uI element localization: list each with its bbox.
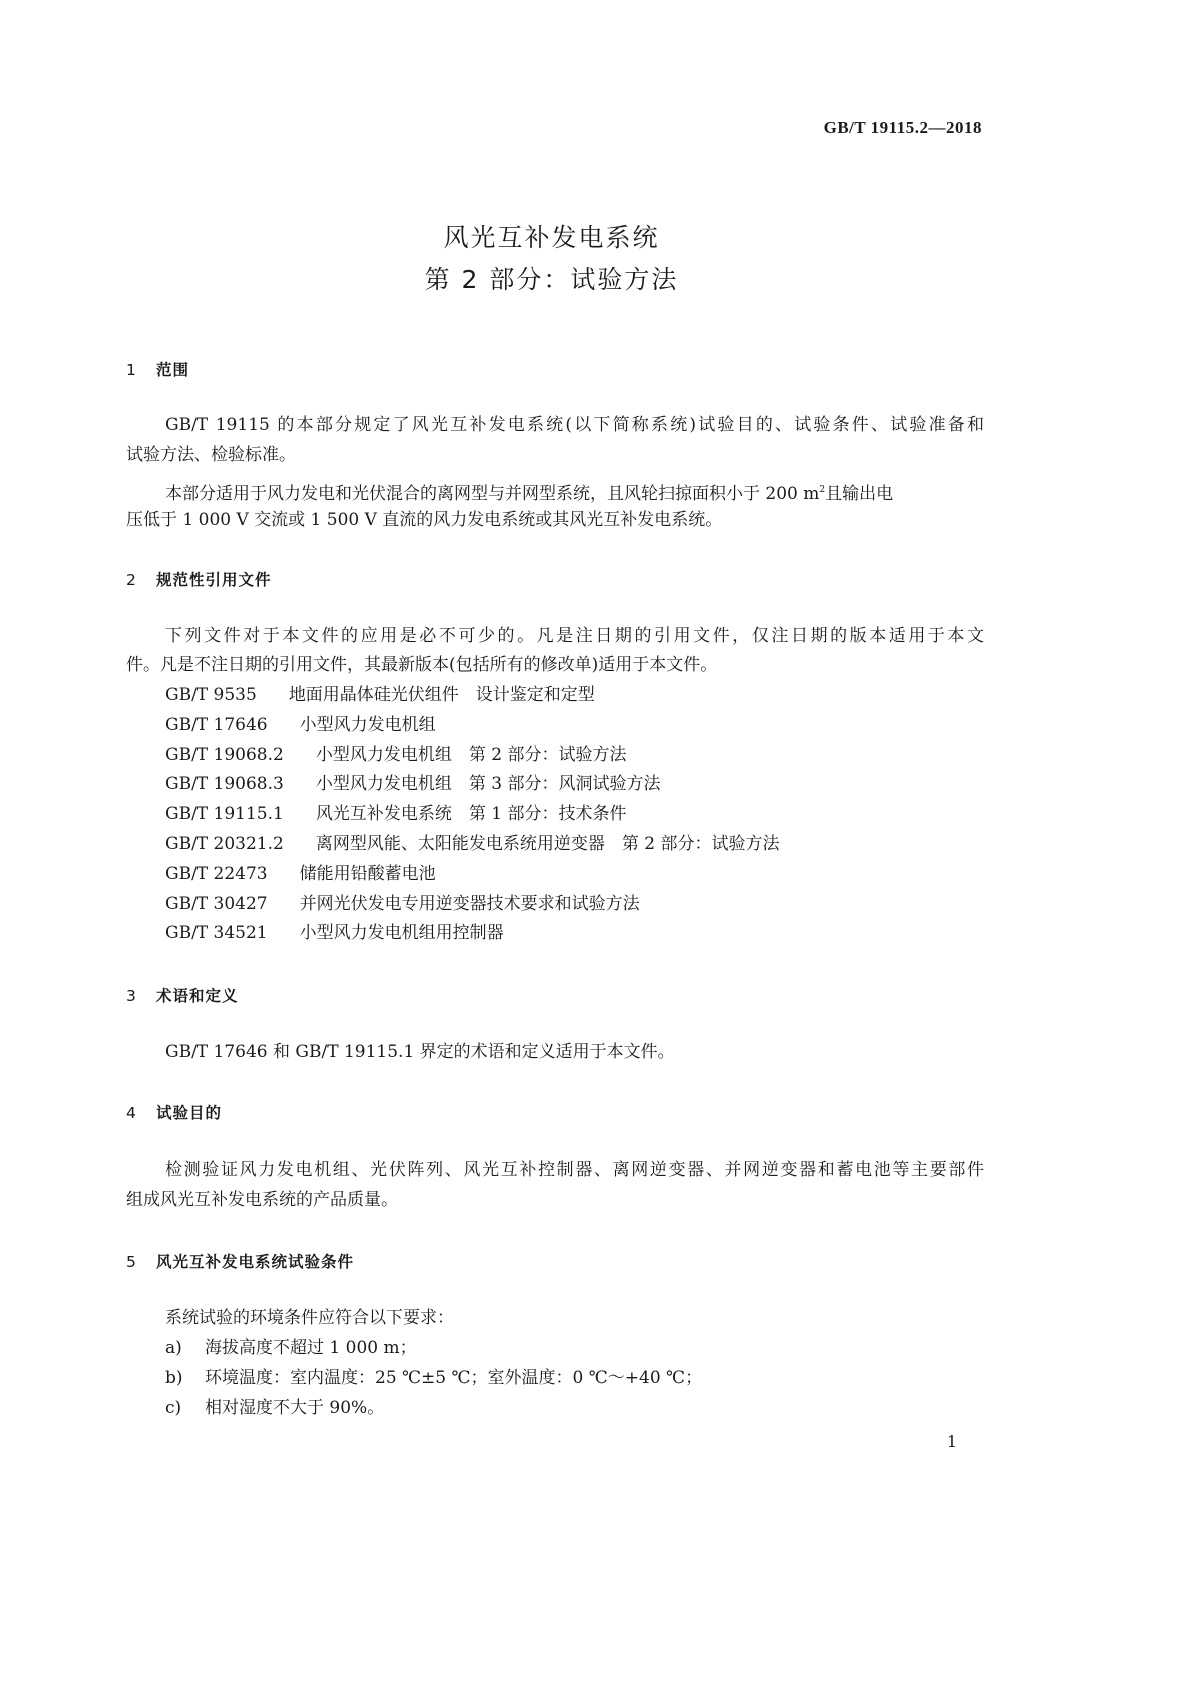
document-title: 风光互补发电系统 bbox=[443, 223, 660, 252]
section-heading: 4 试验目的 bbox=[126, 1104, 223, 1122]
reference-item: GB/T 19068.3 小型风力发电机组 第 3 部分：风洞试验方法 bbox=[165, 774, 661, 794]
reference-item: GB/T 9535 地面用晶体硅光伏组件 设计鉴定和定型 bbox=[165, 685, 595, 705]
paragraph-line: 系统试验的环境条件应符合以下要求： bbox=[165, 1308, 454, 1328]
reference-item: GB/T 19115.1 风光互补发电系统 第 1 部分：技术条件 bbox=[165, 804, 627, 824]
list-item: b) 环境温度：室内温度：25 ℃±5 ℃；室外温度：0 ℃～+40 ℃； bbox=[165, 1368, 703, 1388]
paragraph-line: GB/T 19115 的本部分规定了风光互补发电系统(以下简称系统)试验目的、试验条件、试验准备和 bbox=[165, 415, 984, 435]
page-number: 1 bbox=[946, 1432, 957, 1451]
list-item: a) 海拔高度不超过 1 000 m； bbox=[165, 1338, 417, 1358]
reference-item: GB/T 20321.2 离网型风能、太阳能发电系统用逆变器 第 2 部分：试验方法 bbox=[165, 834, 780, 854]
reference-item: GB/T 19068.2 小型风力发电机组 第 2 部分：试验方法 bbox=[165, 745, 627, 765]
section-heading: 3 术语和定义 bbox=[126, 987, 239, 1005]
paragraph-line: 件。凡是不注日期的引用文件，其最新版本(包括所有的修改单)适用于本文件。 bbox=[126, 655, 718, 675]
paragraph-line: 压低于 1 000 V 交流或 1 500 V 直流的风力发电系统或其风光互补发电系统。 bbox=[126, 510, 723, 530]
reference-item: GB/T 34521 小型风力发电机组用控制器 bbox=[165, 923, 504, 943]
list-item: c) 相对湿度不大于 90%。 bbox=[165, 1398, 385, 1418]
paragraph-line: 下列文件对于本文件的应用是必不可少的。凡是注日期的引用文件，仅注日期的版本适用于本文 bbox=[165, 626, 984, 646]
standard-code: GB/T 19115.2—2018 bbox=[823, 118, 982, 137]
paragraph-line: GB/T 17646 和 GB/T 19115.1 界定的术语和定义适用于本文件。 bbox=[165, 1042, 675, 1062]
paragraph-line: 本部分适用于风力发电和光伏混合的离网型与并网型系统，且风轮扫掠面积小于 200 $m^2$且输出电 bbox=[165, 484, 894, 504]
paragraph-line: 检测验证风力发电机组、光伏阵列、风光互补控制器、离网逆变器、并网逆变器和蓄电池等主要部件 bbox=[165, 1160, 984, 1180]
paragraph-line: 组成风光互补发电系统的产品质量。 bbox=[126, 1190, 398, 1210]
section-heading: 5 风光互补发电系统试验条件 bbox=[126, 1253, 355, 1271]
section-heading: 1 范围 bbox=[126, 361, 190, 379]
reference-item: GB/T 22473 储能用铅酸蓄电池 bbox=[165, 864, 436, 884]
reference-item: GB/T 30427 并网光伏发电专用逆变器技术要求和试验方法 bbox=[165, 894, 640, 914]
reference-item: GB/T 17646 小型风力发电机组 bbox=[165, 715, 436, 735]
paragraph-line: 试验方法、检验标准。 bbox=[126, 445, 296, 465]
section-heading: 2 规范性引用文件 bbox=[126, 571, 272, 589]
document-subtitle: 第 2 部分：试验方法 bbox=[424, 265, 679, 294]
